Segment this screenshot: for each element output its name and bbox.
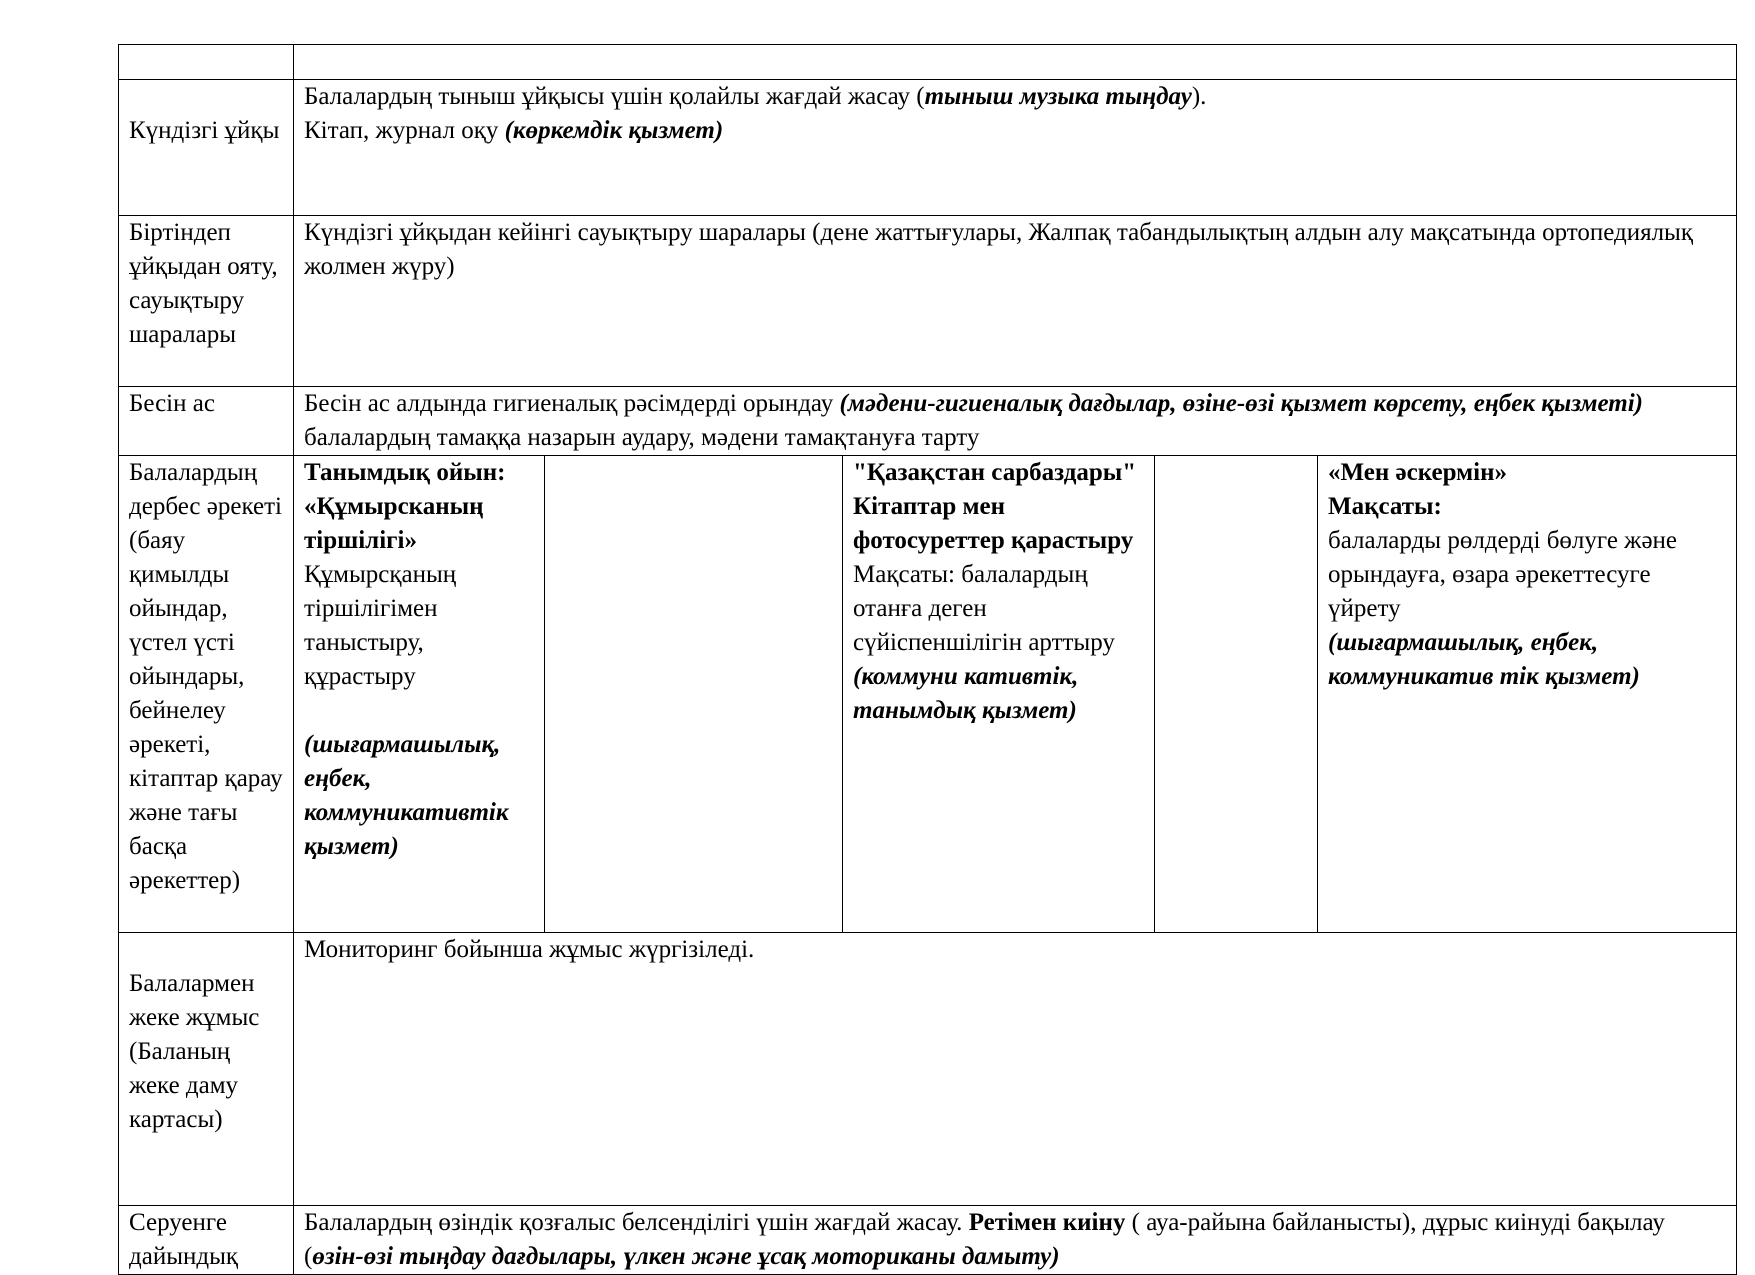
activity-cell-soldier-role — [1318, 456, 1737, 933]
row-label-walk-preparation: Серуенге дайындық — [119, 1206, 294, 1275]
walk-text-2: ( ауа-райына байланысты), дұрыс киінуді бақылау ( — [304, 1209, 1665, 1270]
soldier-role-em: (шығармашылық, еңбек, коммуникатив тік қызмет) — [1328, 629, 1640, 690]
ant-game-title: Танымдық ойын: «Құмырсканың тіршілігі» — [304, 459, 506, 554]
snack-text: Бесін ас алдында гигиеналық рәсімдерді орындау — [304, 390, 840, 417]
daytime-sleep-content — [294, 80, 1737, 216]
gradual-wakeup-content: Күндізгі ұйқыдан кейінгі сауықтыру шаралары (дене жаттығулары, Жалпақ табандылықтың алдын алу мақсатында ортопедиялық жолмен жүру) — [294, 216, 1737, 387]
table-row-individual-work — [119, 933, 1737, 1206]
walk-dress-bold: Ретімен киіну — [968, 1209, 1126, 1236]
activity-cell-soldiers — [843, 456, 1155, 933]
ant-game-em: (шығармашылық, еңбек, коммуникативтік қызмет) — [304, 731, 509, 860]
sleep-text: Балалардың тыныш ұйқысы үшін қолайлы жағдай жасау ( — [304, 83, 925, 110]
empty-label-cell — [119, 45, 294, 80]
ant-game-text: Құмырсқаның тіршілігімен таныстыру, құрастыру — [304, 561, 457, 690]
table-row-independent-activity — [119, 456, 1737, 933]
table-row-afternoon-snack — [119, 387, 1737, 456]
snack-text-end: балалардың тамаққа назарын аудару, мәдени тамақтануға тарту — [304, 424, 980, 451]
table-row-daytime-sleep — [119, 80, 1737, 216]
individual-work-content: Мониторинг бойынша жұмыс жүргізіледі. — [294, 933, 1737, 1206]
walk-em: өзін-өзі тыңдау дағдылары, үлкен және ұсақ моториканы дамыту) — [312, 1243, 1060, 1270]
daily-plan-table — [118, 44, 1737, 1275]
activity-cell-empty-2 — [1155, 456, 1318, 933]
walk-preparation-content — [294, 1206, 1737, 1275]
table-row-walk-preparation — [119, 1206, 1737, 1275]
row-label-gradual-wakeup: Біртіндеп ұйқыдан ояту, сауықтыру шаралары — [119, 216, 294, 387]
sleep-reading-em: (көркемдік қызмет) — [504, 117, 724, 144]
walk-text: Балалардың өзіндік қозғалыс белсенділігі үшін жағдай жасау. — [304, 1209, 969, 1236]
row-label-afternoon-snack: Бесін ас — [119, 387, 294, 456]
sleep-reading-text: Кітап, журнал оқу — [304, 117, 505, 144]
soldiers-title: "Қазақстан сарбаздары" Кітаптар мен фотосуреттер қарастыру — [853, 459, 1137, 554]
soldier-role-goal-label: Мақсаты: — [1328, 493, 1442, 520]
table-row-empty — [119, 45, 1737, 80]
activity-cell-ant-game — [294, 456, 545, 933]
soldiers-text: Мақсаты: балалардың отанға деген сүйіспеншілігін арттыру — [853, 561, 1115, 656]
row-label-individual-work: Балалармен жеке жұмыс (Баланың жеке даму картасы) — [119, 933, 294, 1206]
soldiers-em: (коммуни кативтік, танымдық қызмет) — [853, 663, 1079, 724]
soldier-role-title: «Мен әскермін» — [1328, 459, 1507, 486]
afternoon-snack-content — [294, 387, 1737, 456]
empty-content-cell — [294, 45, 1737, 80]
table-row-gradual-wakeup — [119, 216, 1737, 387]
sleep-text-end: ). — [1191, 83, 1207, 110]
row-label-daytime-sleep: Күндізгі ұйқы — [119, 80, 294, 216]
snack-em: (мәдени-гигиеналық дағдылар, өзіне-өзі қызмет көрсету, еңбек қызметі) — [839, 390, 1643, 417]
activity-cell-empty-1 — [545, 456, 843, 933]
row-label-independent-activity: Балалардың дербес әрекеті (баяу қимылды ойындар, үстел үсті ойындары, бейнелеу әрекеті, кітаптар қарау және тағы басқа әрекеттер) — [119, 456, 294, 933]
sleep-music-em: тыныш музыка тыңдау — [924, 83, 1192, 110]
soldier-role-text: балаларды рөлдерді бөлуге және орындауға, өзара әрекеттесуге үйрету — [1328, 527, 1678, 622]
